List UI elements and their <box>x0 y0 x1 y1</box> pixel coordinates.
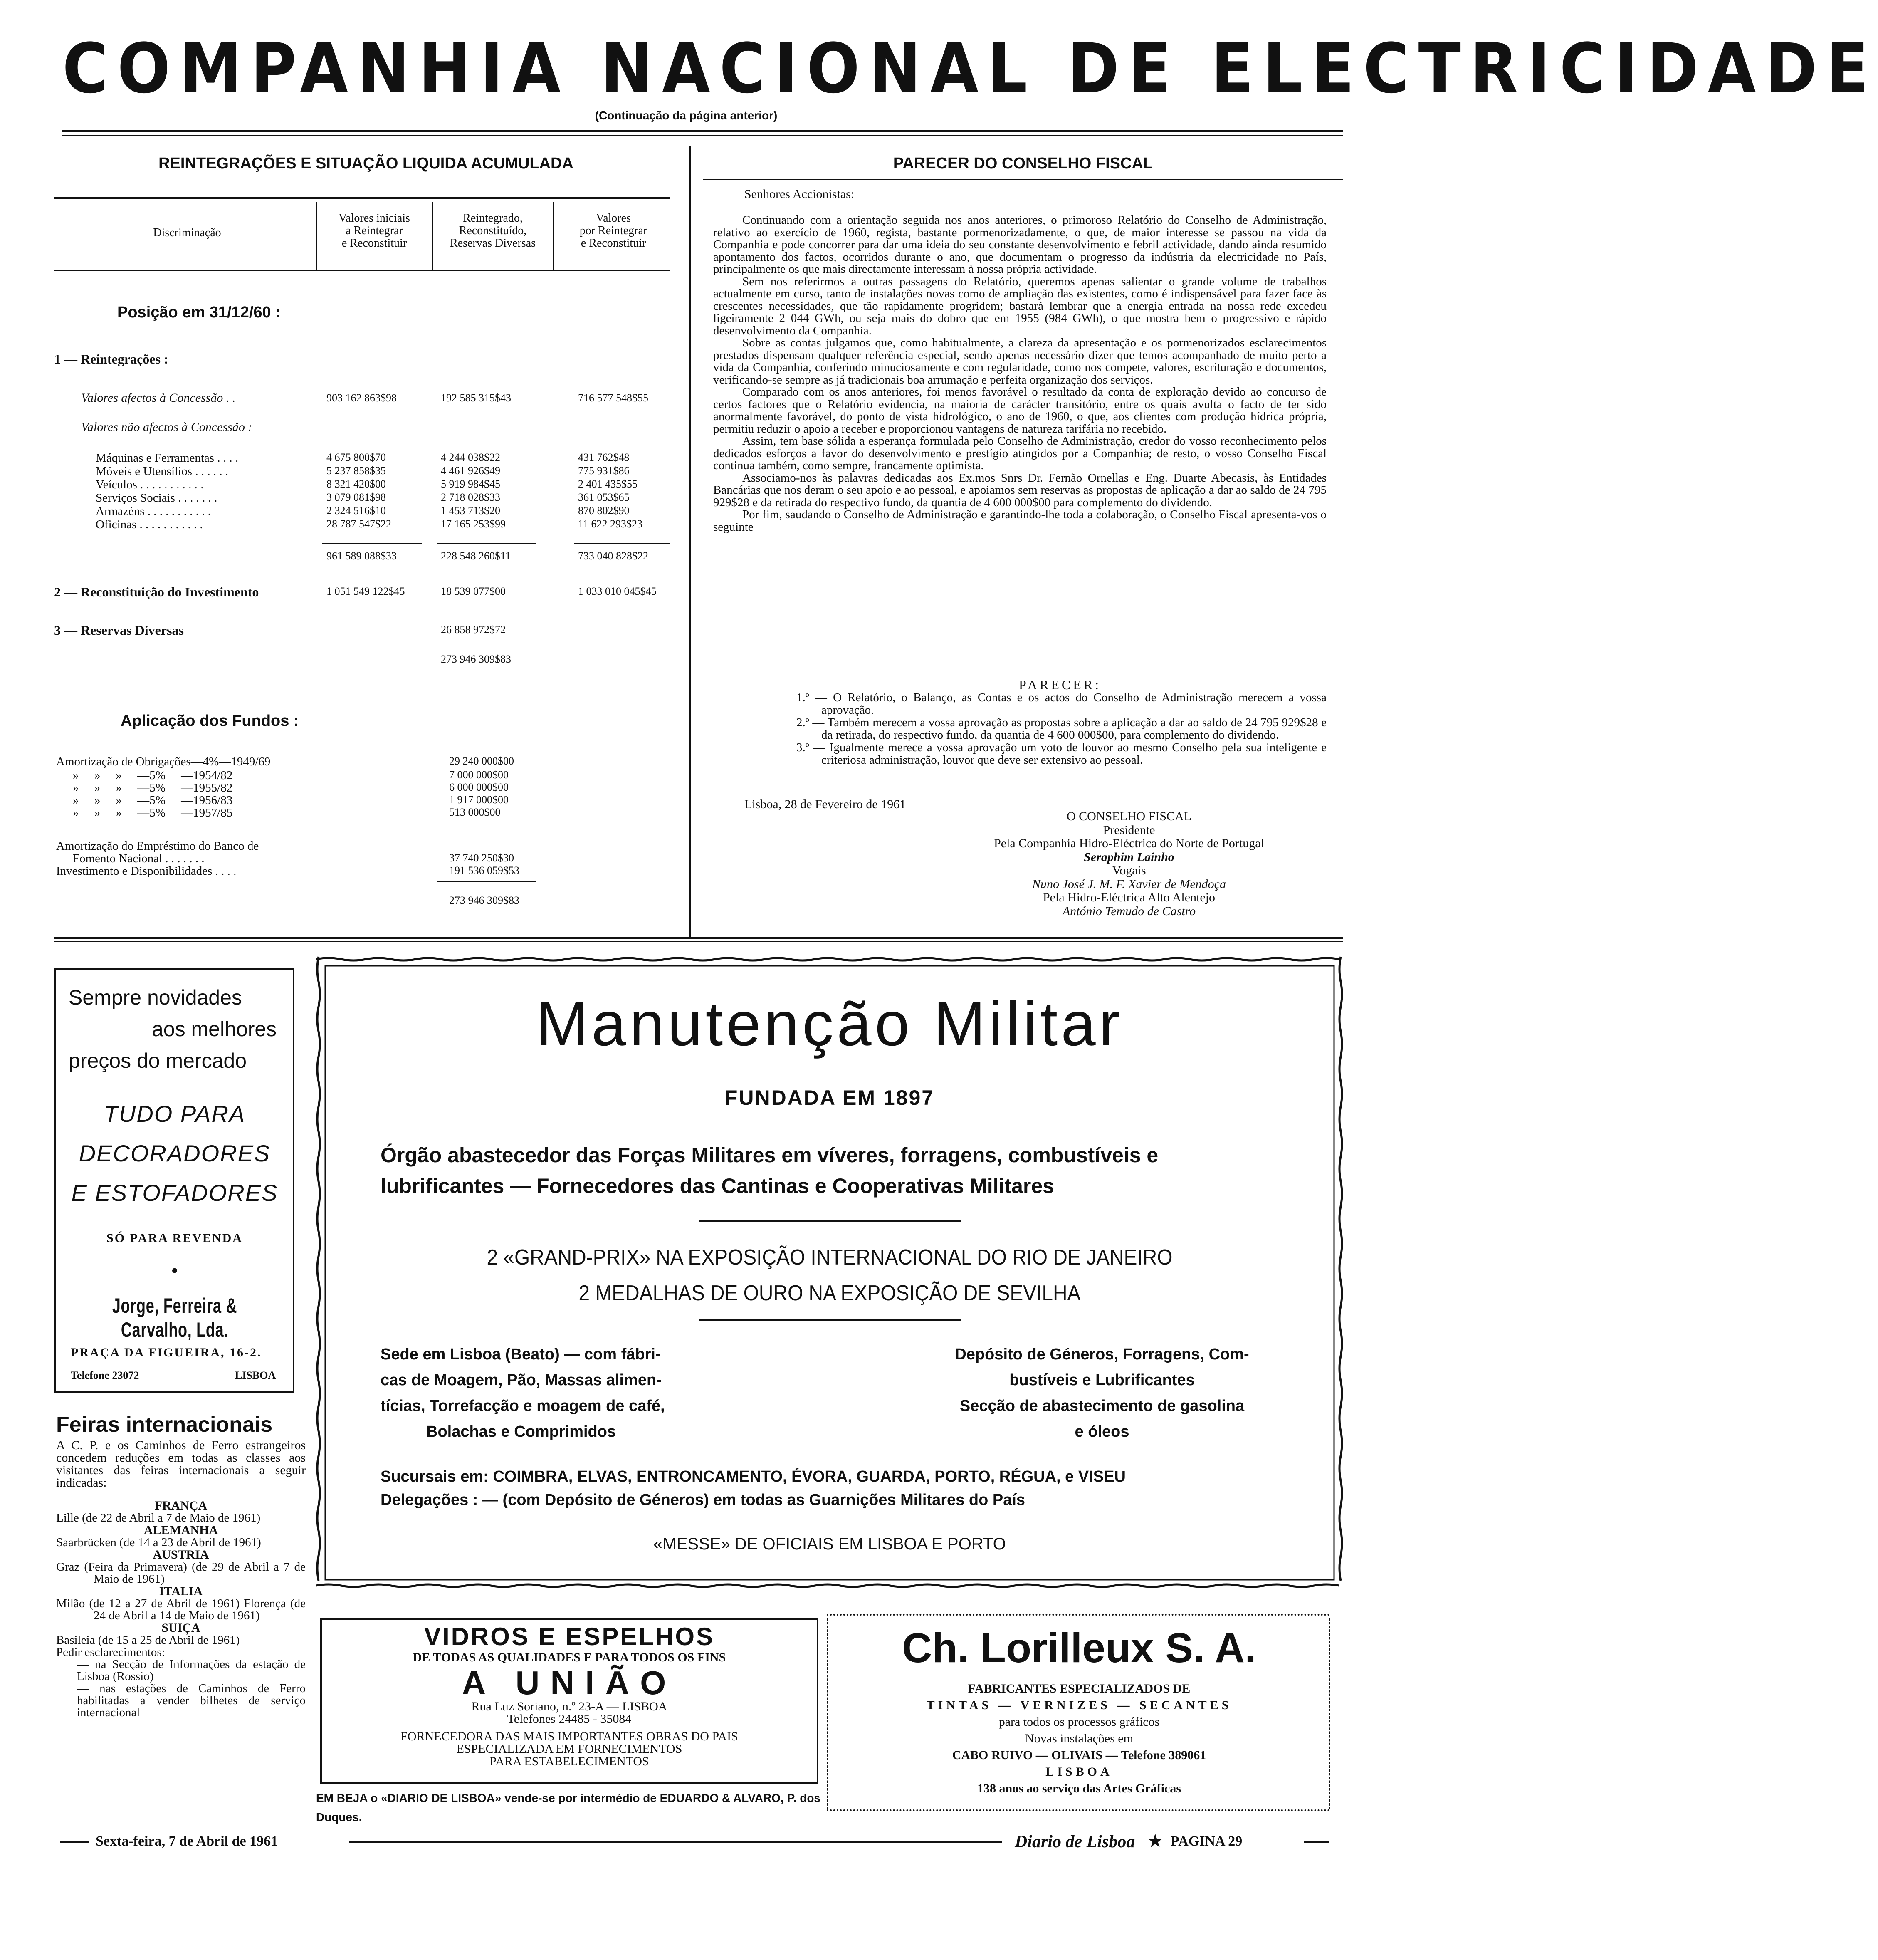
footer-rule <box>349 1841 1002 1843</box>
ad1-city: LISBOA <box>235 1369 276 1381</box>
ad2-divider <box>699 1220 961 1222</box>
posicao-heading: Posição em 31/12/60 : <box>117 304 281 321</box>
section-rule <box>54 937 1343 939</box>
feira-bullet: — nas estações de Caminhos de Ferro habilitadas a vender bilhetes de serviço internacional <box>77 1682 306 1719</box>
item-label: Máquinas e Ferramentas . . . . <box>96 451 239 465</box>
ad4-name: Ch. Lorilleux S. A. <box>902 1625 1256 1671</box>
ad1-subhead: TUDO PARA DECORADORES E ESTOFADORES <box>71 1101 278 1206</box>
afectos-v2: 192 585 315$43 <box>441 392 511 404</box>
ad2-divider <box>699 1319 961 1321</box>
section-reconstituicao: 2 — Reconstituição do Investimento <box>54 584 259 599</box>
parecer-paragraph: Assim, tem base sólida a esperança formulada pelo Conselho de Administração, credor do vosso reconhecimento pelos dedicados esforços a favor do desenvolvimento e prestígio atingidos por a Companhia; de resto, o vosso Conselho Fiscal continua também, como sempre, francamente optimista. <box>713 434 1327 472</box>
salutation: Senhores Accionistas: <box>744 187 855 201</box>
feira-entry: Milão (de 12 a 27 de Abril de 1961) Florença (de 24 de Abril a 14 de Maio de 1961) <box>56 1597 306 1622</box>
amort-row-value: 7 000 000$00 <box>449 769 509 781</box>
parecer-item: 2.º — Também merecem a vossa aprovação as propostas sobre a aplicação a dar ao saldo de 24 795 929$28 e da retirada, do respectivo fundo, da quantia de 4 600 000$00, para complemento do dividendo. <box>796 716 1327 742</box>
item-v1: 28 787 547$22 <box>326 518 391 530</box>
ad2-lines: Órgão abastecedor das Forças Militares em víveres, forragens, combustíveis e lubrificantes — Fornecedores das Cantinas e Cooperativas Militares <box>381 1143 1159 1198</box>
aplicacao-heading: Aplicação dos Fundos : <box>121 712 299 730</box>
parecer-date: Lisboa, 28 de Fevereiro de 1961 <box>744 797 906 811</box>
investimento-value: 191 536 059$53 <box>449 864 519 876</box>
masthead-title: COMPANHIA NACIONAL DE ELECTRICIDADE <box>62 29 1878 109</box>
item-v1: 3 079 081$98 <box>326 491 386 503</box>
amort-first: 29 240 000$00 <box>449 755 514 767</box>
ad2-founded: FUNDADA EM 1897 <box>724 1086 935 1109</box>
ad1-address: PRAÇA DA FIGUEIRA, 16-2. <box>71 1346 262 1359</box>
feira-country: ALEMANHA <box>143 1523 218 1537</box>
parecer-paragraph: Por fim, saudando o Conselho de Administração e garantindo-lhe toda a colaboração, o Conselho Fiscal apresenta-vos o seguinte <box>713 508 1327 534</box>
subtotal-rule <box>574 543 670 544</box>
ad1-phone: Telefone 23072 <box>71 1369 139 1381</box>
table-header-rule <box>54 270 670 271</box>
item-v1: 2 324 516$10 <box>326 505 386 517</box>
parecer-paragraph: Comparado com os anos anteriores, foi menos favorável o resultado da conta de exploração devido ao concurso de certos factores que o Relatório evidencia, na maioria de carácter transitório, entre os quais avulta o facto de ter sido anormalmente favorável, do ponto de vista hidrológico, o ano de 1960, o que, aos clientes com produção hídrica própria, permitiu reduzir o apoio a receber e proporcionou vantagens de natureza tarifária no recebido. <box>713 385 1327 436</box>
item-v1: 8 321 420$00 <box>326 478 386 490</box>
ad2-sede: Sede em Lisboa (Beato) — com fábri- cas de Moagem, Pão, Massas alimen- tícias, Torrefacção e moagem de café, Bolachas e Comprimidos <box>381 1346 665 1440</box>
subtotal-v3: 733 040 828$22 <box>578 550 648 562</box>
col-header-discriminacao: Discriminação <box>153 226 221 239</box>
item-label: Móveis e Utensílios . . . . . . <box>96 465 228 478</box>
reservas-value: 26 858 972$72 <box>441 624 506 636</box>
amort-row-label: » » » —5% —1956/83 <box>73 794 233 807</box>
item-v1: 5 237 858$35 <box>326 465 386 477</box>
subtotal-rule <box>322 543 422 544</box>
item-v3: 870 802$90 <box>578 505 630 517</box>
ad2-title: Manutenção Militar <box>536 989 1123 1059</box>
signatures: O CONSELHO FISCAL Presidente Pela Companhia Hidro-Eléctrica do Norte de Portugal Seraphim Lainho Vogais Nuno José J. M. F. Xavier de Mendoça Pela Hidro-Eléctrica Alto Alentejo António Temudo de Castro <box>994 809 1264 918</box>
reconst-v2: 18 539 077$00 <box>441 585 506 597</box>
item-label: Oficinas . . . . . . . . . . . <box>96 518 203 531</box>
ad4-star-border-left <box>827 1618 828 1809</box>
feira-entry: Graz (Feira da Primavera) (de 29 de Abril a 7 de Maio de 1961) <box>56 1560 306 1586</box>
item-label: Serviços Sociais . . . . . . . <box>96 491 217 505</box>
footer-rule <box>60 1841 89 1843</box>
investimento-label: Investimento e Disponibilidades . . . . <box>56 864 237 878</box>
item-v3: 775 931$86 <box>578 465 630 477</box>
ad4-star-border-right <box>1329 1618 1330 1809</box>
feira-country: FRANÇA <box>154 1499 208 1512</box>
item-v3: 2 401 435$55 <box>578 478 638 490</box>
footer-paper: Diario de Lisboa <box>1015 1832 1135 1851</box>
amort-row-value: 1 917 000$00 <box>449 794 509 806</box>
ad1-bullet: • <box>171 1259 178 1282</box>
col-header-2: Reintegrado, Reconstituído, Reservas Diversas <box>450 212 536 250</box>
parecer-paragraph: Continuando com a orientação seguida nos anos anteriores, o primoroso Relatório do Conselho de Administração, relativo ao exercício de 1960, regista, bastante pormenorizadamente, o que, de maior interesse se passou na vida da Companhia e pode concorrer para dar uma ideia do seu constante desenvolvimento e febril actividade, dando ainda resumido apontamento dos factos, ocorridos durante o ano, que documentam o progresso da indústria da electricidade no País, principalmente os que mais directamente interessam à nossa própria actividade. <box>713 213 1327 276</box>
emprestimo-label-2: Fomento Nacional . . . . . . . <box>73 852 205 865</box>
ad3-sub: DE TODAS AS QUALIDADES E PARA TODOS OS FINS <box>413 1651 726 1664</box>
section-reservas: 3 — Reservas Diversas <box>54 623 184 638</box>
item-v2: 17 165 253$99 <box>441 518 506 530</box>
masthead-rule-thin <box>62 135 1343 136</box>
footer-page: PAGINA 29 <box>1171 1834 1243 1849</box>
ad2-prizes: 2 «GRAND-PRIX» NA EXPOSIÇÃO INTERNACIONAL DO RIO DE JANEIRO 2 MEDALHAS DE OURO NA EXPOSIÇÃO DE SEVILHA <box>487 1245 1173 1305</box>
feiras-intro: A C. P. e os Caminhos de Ferro estrangeiros concedem reduções em todas as classes aos visitantes das feiras internacionais a seguir indicadas: <box>56 1438 306 1490</box>
item-label: Veículos . . . . . . . . . . . <box>96 478 204 491</box>
col-header-3: Valores por Reintegrar e Reconstituir <box>579 212 647 250</box>
subtotal-v2: 228 548 260$11 <box>441 550 511 562</box>
table-title: REINTEGRAÇÕES E SITUAÇÃO LIQUIDA ACUMULADA <box>158 155 573 172</box>
item-v1: 4 675 800$70 <box>326 451 386 463</box>
item-v3: 431 762$48 <box>578 451 630 463</box>
ad2-messe: «MESSE» DE OFICIAIS EM LISBOA E PORTO <box>653 1535 1006 1553</box>
item-v2: 4 461 926$49 <box>441 465 500 477</box>
afectos-v1: 903 162 863$98 <box>326 392 397 404</box>
col-sep <box>316 202 317 270</box>
parecer-item: 3.º — Igualmente merece a vossa aprovação um voto de louvor ao mesmo Conselho pela sua inteligente e criteriosa administração, louvor que deve ser extensivo ao pessoal. <box>796 741 1327 767</box>
feira-entry: Lille (de 22 de Abril a 7 de Maio de 1961) <box>56 1511 261 1524</box>
col-sep <box>553 202 554 270</box>
parecer-items <box>796 691 1327 766</box>
item-v2: 2 718 028$33 <box>441 491 500 503</box>
ad4-star-border-top <box>827 1614 1330 1617</box>
amort-row-label: » » » —5% —1957/85 <box>73 806 233 819</box>
total-1: 273 946 309$83 <box>441 653 511 665</box>
ad1-headline: Sempre novidades aos melhores preços do mercado <box>69 986 277 1072</box>
item-v2: 5 919 984$45 <box>441 478 500 490</box>
item-label: Armazéns . . . . . . . . . . . <box>96 505 211 518</box>
amort-row-label: » » » —5% —1955/82 <box>73 781 233 794</box>
subtotal-v1: 961 589 088$33 <box>326 550 397 562</box>
beja-note: EM BEJA o «DIARIO DE LISBOA» vende-se por intermédio de EDUARDO & ALVARO, P. dos Duques. <box>316 1792 820 1824</box>
subtotal-rule <box>437 543 536 544</box>
ad2-deposito: Depósito de Géneros, Forragens, Com- bustíveis e Lubrificantes Secção de abastecimento de gasolina e óleos <box>955 1346 1249 1440</box>
parecer-head: PARECER: <box>1019 677 1101 692</box>
parecer-body <box>713 214 1327 533</box>
footer-rule <box>1304 1841 1329 1843</box>
feira-country: SUIÇA <box>161 1621 200 1635</box>
ad2-branches: Sucursais em: COIMBRA, ELVAS, ENTRONCAMENTO, ÉVORA, GUARDA, PORTO, RÉGUA, e VISEU Delegações : — (com Depósito de Géneros) em todas as Guarnições Militares do País <box>381 1468 1126 1509</box>
total-2: 273 946 309$83 <box>449 894 519 906</box>
feira-country: AUSTRIA <box>153 1548 209 1562</box>
ad1-firm: Jorge, Ferreira & Carvalho, Lda. <box>112 1294 237 1341</box>
parecer-paragraph: Associamo-nos às palavras dedicadas aos Ex.mos Snrs Dr. Fernão Ornellas e Eng. Duarte Abecasis, às Entidades Bancárias que nos deram o seu apoio e ao pessoal, e apoiamos sem reservas as propostas de aplicação a dar ao saldo de 24 795 929$28 e da retirada do respectivo fundo, da quantia de 4 600 000$00 para complemento do dividendo. <box>713 471 1327 509</box>
amort-row-value: 6 000 000$00 <box>449 781 509 793</box>
amort-row-value: 513 000$00 <box>449 806 501 818</box>
item-v2: 1 453 713$20 <box>441 505 500 517</box>
feira-pedir: Pedir esclarecimentos: <box>56 1646 165 1659</box>
parecer-rule <box>703 179 1343 180</box>
footer-star: ★ <box>1148 1831 1163 1850</box>
feira-bullet: — na Secção de Informações da estação de Lisboa (Rossio) <box>77 1658 306 1683</box>
parecer-title: PARECER DO CONSELHO FISCAL <box>893 155 1153 172</box>
col-sep <box>432 202 433 270</box>
afectos-label: Valores afectos à Concessão . . <box>81 391 236 405</box>
amort-row-label: » » » —5% —1954/82 <box>73 769 233 782</box>
afectos-v3: 716 577 548$55 <box>578 392 648 404</box>
feira-entry: Saarbrücken (de 14 a 23 de Abril de 1961) <box>56 1536 261 1549</box>
section-reintegracoes: 1 — Reintegrações : <box>54 351 168 366</box>
feira-country: ITALIA <box>159 1584 203 1598</box>
ad4-star-border-bottom <box>827 1809 1330 1813</box>
masthead-rule <box>62 130 1343 132</box>
ad3-body: FORNECEDORA DAS MAIS IMPORTANTES OBRAS DO PAIS ESPECIALIZADA EM FORNECIMENTOS PARA ESTABELECIMENTOS <box>400 1730 738 1768</box>
feiras-list <box>56 1500 306 1719</box>
feira-entry: Basileia (de 15 a 25 de Abril de 1961) <box>56 1633 240 1647</box>
continuation-note: (Continuação da página anterior) <box>595 109 778 122</box>
total-rule <box>437 881 536 882</box>
reconst-v3: 1 033 010 045$45 <box>578 585 657 597</box>
ad4-body: FABRICANTES ESPECIALIZADOS DE TINTAS — VERNIZES — SECANTES para todos os processos gráficos Novas instalações em CABO RUIVO — OLIVAIS — Telefone 389061 LISBOA 138 anos ao serviço das Artes Gráficas <box>926 1682 1232 1795</box>
ad3-contact: Rua Luz Soriano, n.º 23-A — LISBOA Telefones 24485 - 35084 <box>471 1700 667 1726</box>
ad1-revenda: SÓ PARA REVENDA <box>106 1231 243 1245</box>
parecer-paragraph: Sobre as contas julgamos que, como habitualmente, a clareza da apresentação e os pormenorizados esclarecimentos prestados dispensam qualquer referência especial, sendo apenas necessário dizer que temos acompanhado de muito perto a vida da Companhia, conferindo minuciosamente e com regularidade, como nos compete, valores, escrituração e documentos, verificando-se sempre as já tradicionais boa arrumação e perfeita organização dos serviços. <box>713 336 1327 386</box>
nao-afectos-label: Valores não afectos à Concessão : <box>81 420 252 434</box>
parecer-item: 1.º — O Relatório, o Balanço, as Contas e os actos do Conselho de Administração merecem a vossa aprovação. <box>796 691 1327 717</box>
emprestimo-label-1: Amortização do Empréstimo do Banco de <box>56 839 259 853</box>
parecer-paragraph: Sem nos referirmos a outras passagens do Relatório, queremos apenas salientar o grande volume de trabalhos actualmente em curso, tanto de instalações novas como de ampliação das existentes, como é indispensável para fazer face às crescentes necessidades, que tão rapidamente progridem; bastará lembrar que a energia entrada na nossa rede excedeu ligeiramente 2 044 GWh, ou seja mais do dobro que em 1955 (984 GWh), o que mostra bem o progressivo e rápido desenvolvimento da Companhia. <box>713 275 1327 337</box>
footer-date: Sexta-feira, 7 de Abril de 1961 <box>96 1834 278 1849</box>
column-divider <box>689 146 691 937</box>
item-v3: 361 053$65 <box>578 491 630 503</box>
ad3-title: VIDROS E ESPELHOS <box>424 1623 715 1651</box>
emprestimo-value: 37 740 250$30 <box>449 852 514 864</box>
feiras-title: Feiras internacionais <box>56 1413 273 1437</box>
amort-label: Amortização de Obrigações—4%—1949/69 <box>56 755 271 768</box>
item-v3: 11 622 293$23 <box>578 518 643 530</box>
item-v2: 4 244 038$22 <box>441 451 500 463</box>
table-top-rule <box>54 197 670 199</box>
section-rule-thin <box>54 941 1343 942</box>
col-header-1: Valores iniciais a Reintegrar e Reconstituir <box>339 212 410 250</box>
ad3-name: A UNIÃO <box>462 1664 677 1701</box>
reconst-v1: 1 051 549 122$45 <box>326 585 405 597</box>
